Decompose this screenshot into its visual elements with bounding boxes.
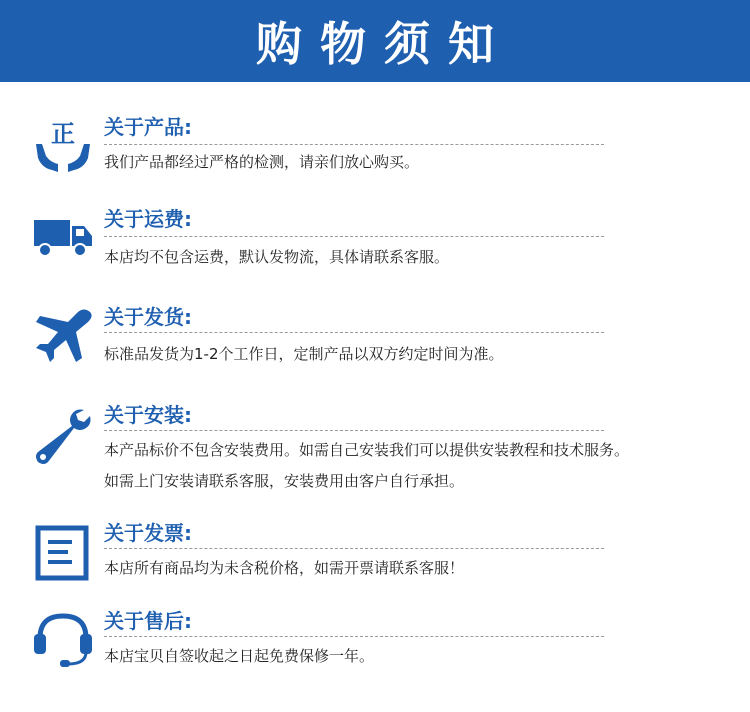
section-title-delivery: 关于发货:: [104, 305, 192, 329]
section-title-invoice: 关于发票:: [104, 521, 192, 545]
divider: [104, 430, 604, 431]
divider: [104, 636, 604, 637]
section-title-product: 关于产品:: [104, 115, 192, 139]
quality-hands-icon: [32, 114, 94, 176]
divider: [104, 144, 604, 145]
section-text-installation-1: 本产品标价不包含安装费用。如需自己安装我们可以提供安装教程和技术服务。: [104, 441, 630, 459]
headset-icon: [32, 608, 94, 670]
airplane-icon: [32, 306, 94, 368]
header-banner: [0, 0, 750, 82]
page-title: 购物须知: [256, 17, 512, 71]
svg-text:正: 正: [51, 120, 75, 148]
section-text-installation-2: 如需上门安装请联系客服，安装费用由客户自行承担。: [104, 472, 465, 490]
section-title-installation: 关于安装:: [104, 403, 192, 427]
divider: [104, 236, 604, 237]
truck-icon: [32, 206, 94, 268]
divider: [104, 332, 604, 333]
section-text-product: 我们产品都经过严格的检测，请亲们放心购买。: [104, 153, 420, 171]
wrench-icon: [32, 406, 94, 468]
section-title-shipping-fee: 关于运费:: [104, 207, 192, 231]
section-text-after-sales: 本店宝贝自签收起之日起免费保修一年。: [104, 647, 375, 665]
section-title-after-sales: 关于售后:: [104, 609, 192, 633]
section-text-shipping-fee: 本店均不包含运费，默认发物流，具体请联系客服。: [104, 248, 450, 266]
section-text-invoice: 本店所有商品均为未含税价格，如需开票请联系客服！: [104, 559, 465, 577]
invoice-document-icon: [32, 522, 94, 584]
section-text-delivery: 标准品发货为1-2个工作日，定制产品以双方约定时间为准。: [104, 345, 504, 363]
divider: [104, 548, 604, 549]
